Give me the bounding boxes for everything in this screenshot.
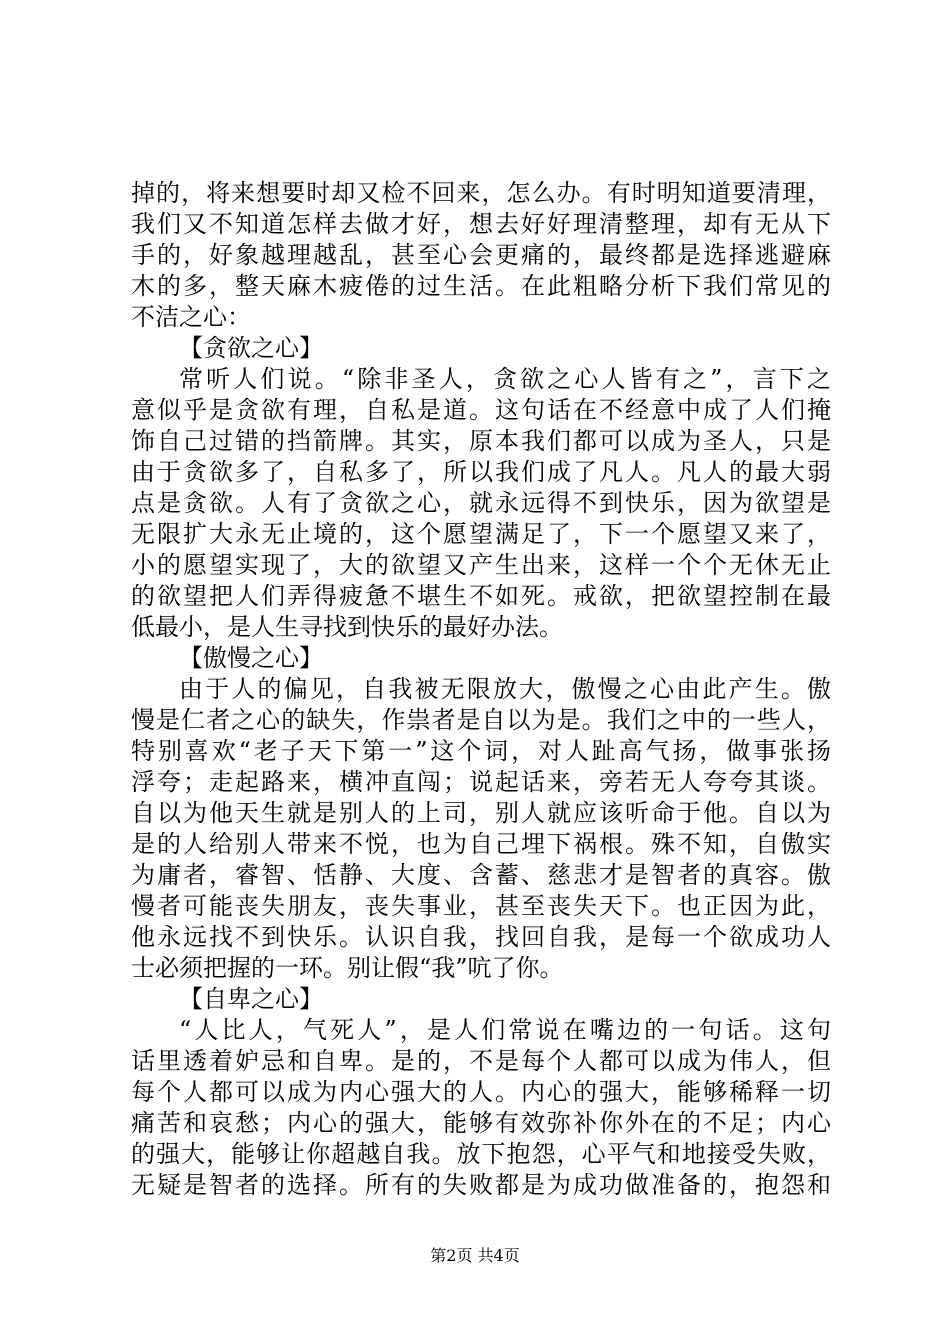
text-line: 浮夸；走起路来，横冲直闯；说起话来，旁若无人夸夸其谈。 (131, 768, 831, 796)
text-line: 慢者可能丧失朋友，丧失事业，甚至丧失天下。也正因为此， (131, 892, 831, 920)
text-line: 意似乎是贪欲有理，自私是道。这句话在不经意中成了人们掩 (131, 396, 831, 424)
text-line: 的欲望把人们弄得疲惫不堪生不如死。戒欲，把欲望控制在最 (131, 582, 831, 610)
text-line: 点是贪欲。人有了贪欲之心，就永远得不到快乐，因为欲望是 (131, 489, 831, 517)
text-line: 话里透着妒忌和自卑。是的，不是每个人都可以成为伟人，但 (131, 1047, 831, 1075)
text-line: 饰自己过错的挡箭牌。其实，原本我们都可以成为圣人，只是 (131, 427, 831, 455)
text-line: 为庸者，睿智、恬静、大度、含蓄、慈悲才是智者的真容。傲 (131, 861, 831, 889)
text-line: 不洁之心： (131, 303, 251, 331)
text-line: “人比人，气死人”，是人们常说在嘴边的一句话。这句 (179, 1016, 831, 1044)
text-line: 无限扩大永无止境的，这个愿望满足了，下一个愿望又来了， (131, 520, 831, 548)
text-line: 的强大，能够让你超越自我。放下抱怨，心平气和地接受失败， (131, 1140, 831, 1168)
text-line: 掉的，将来想要时却又检不回来，怎么办。有时明知道要清理， (131, 179, 831, 207)
text-line: 自以为他天生就是别人的上司，别人就应该听命于他。自以为 (131, 799, 831, 827)
text-line: 由于人的偏见，自我被无限放大，傲慢之心由此产生。傲 (179, 675, 831, 703)
text-line: 木的多，整天麻木疲倦的过生活。在此粗略分析下我们常见的 (131, 272, 831, 300)
section-heading: 【傲慢之心】 (179, 644, 323, 672)
page-footer: 第2页 共4页 (430, 1246, 520, 1265)
text-line: 是的人给别人带来不悦，也为自己埋下祸根。殊不知，自傲实 (131, 830, 831, 858)
text-line: 无疑是智者的选择。所有的失败都是为成功做准备的，抱怨和 (131, 1171, 831, 1199)
section-heading: 【贪欲之心】 (179, 334, 323, 362)
text-line: 小的愿望实现了，大的欲望又产生出来，这样一个个无休无止 (131, 551, 831, 579)
text-line: 由于贪欲多了，自私多了，所以我们成了凡人。凡人的最大弱 (131, 458, 831, 486)
text-line: 他永远找不到快乐。认识自我，找回自我，是每一个欲成功人 (131, 923, 831, 951)
text-line: 特别喜欢“老子天下第一”这个词，对人趾高气扬，做事张扬 (131, 737, 831, 765)
text-line: 士必须把握的一环。别让假“我”吭了你。 (131, 954, 564, 982)
text-line: 痛苦和哀愁；内心的强大，能够有效弥补你外在的不足；内心 (131, 1109, 831, 1137)
text-line: 常听人们说。“除非圣人，贪欲之心人皆有之”，言下之 (179, 365, 831, 393)
text-line: 慢是仁者之心的缺失，作祟者是自以为是。我们之中的一些人， (131, 706, 831, 734)
text-line: 低最小，是人生寻找到快乐的最好办法。 (131, 613, 563, 641)
text-line: 手的，好象越理越乱，甚至心会更痛的，最终都是选择逃避麻 (131, 241, 831, 269)
text-line: 我们又不知道怎样去做才好，想去好好理清整理，却有无从下 (131, 210, 831, 238)
text-line: 每个人都可以成为内心强大的人。内心的强大，能够稀释一切 (131, 1078, 831, 1106)
document-body (131, 178, 831, 1201)
section-heading: 【自卑之心】 (179, 985, 323, 1013)
